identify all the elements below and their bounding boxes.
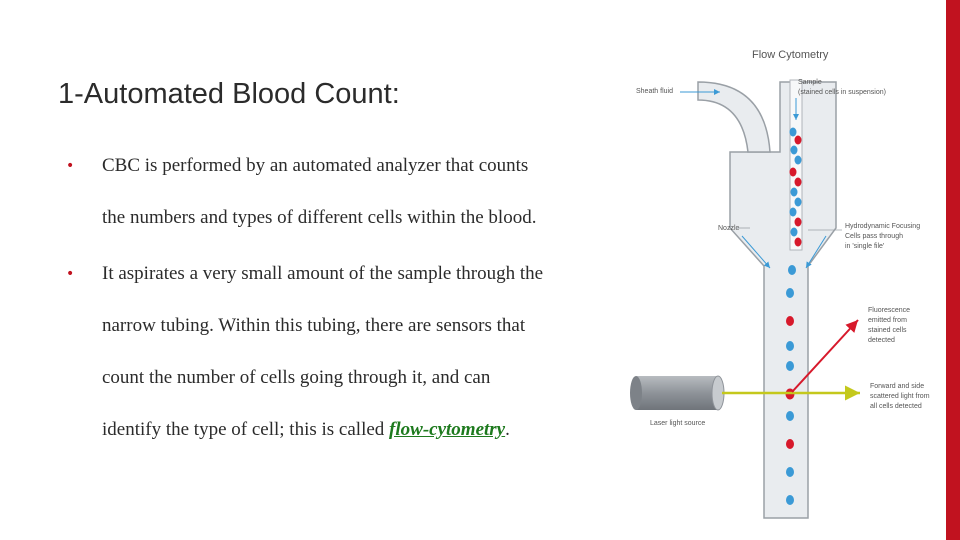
nozzle-label: Nozzle	[718, 225, 740, 232]
bullet-2-line-4-text: identify the type of cell; this is called	[102, 419, 385, 440]
sample-label-2: (stained cells in suspension)	[798, 89, 886, 96]
bullet-2-line-4	[66, 404, 626, 456]
sample-label: Sample	[798, 79, 822, 86]
scatter-label-2: scattered light from	[870, 393, 930, 400]
hydro-label-3: in 'single file'	[845, 243, 885, 250]
fluor-label-2: emitted from	[868, 317, 907, 324]
bullet-2-period: .	[505, 419, 510, 440]
bullet-marker: •	[66, 266, 75, 282]
scatter-label-1: Forward and side	[870, 383, 925, 390]
flow-cytometry-link[interactable]: flow-cytometry	[389, 419, 506, 440]
bullet-1-line-1: CBC is performed by an automated analyzer that counts	[102, 155, 529, 176]
flow-cytometry-diagram	[630, 40, 940, 530]
flow-chamber	[730, 82, 836, 518]
fluor-label-3: stained cells	[868, 327, 907, 334]
bullet-2-line-2: narrow tubing. Within this tubing, there are sensors that	[102, 315, 526, 336]
fluor-label-4: detected	[868, 337, 895, 344]
slide-title: 1-Automated Blood Count:	[58, 78, 400, 110]
sheath-fluid-label: Sheath fluid	[636, 88, 673, 95]
hydro-label-2: Cells pass through	[845, 233, 903, 240]
laser-label: Laser light source	[650, 420, 706, 427]
bullet-item-2	[66, 248, 626, 456]
fluor-label-1: Fluorescence	[868, 307, 911, 314]
hydro-label-1: Hydrodynamic Focusing	[845, 223, 921, 230]
accent-bar	[946, 0, 960, 540]
bullet-item-1	[66, 140, 626, 244]
scatter-label-3: all cells detected	[870, 403, 922, 410]
bullet-marker: •	[66, 158, 75, 174]
bullet-1-line-2: the numbers and types of different cells within the blood.	[102, 207, 537, 228]
bullet-2-line-3: count the number of cells going through it, and can	[102, 367, 491, 388]
bullet-2-line-1: It aspirates a very small amount of the sample through the	[102, 263, 544, 284]
diagram-title: Flow Cytometry	[752, 49, 829, 61]
laser-source	[630, 376, 724, 410]
